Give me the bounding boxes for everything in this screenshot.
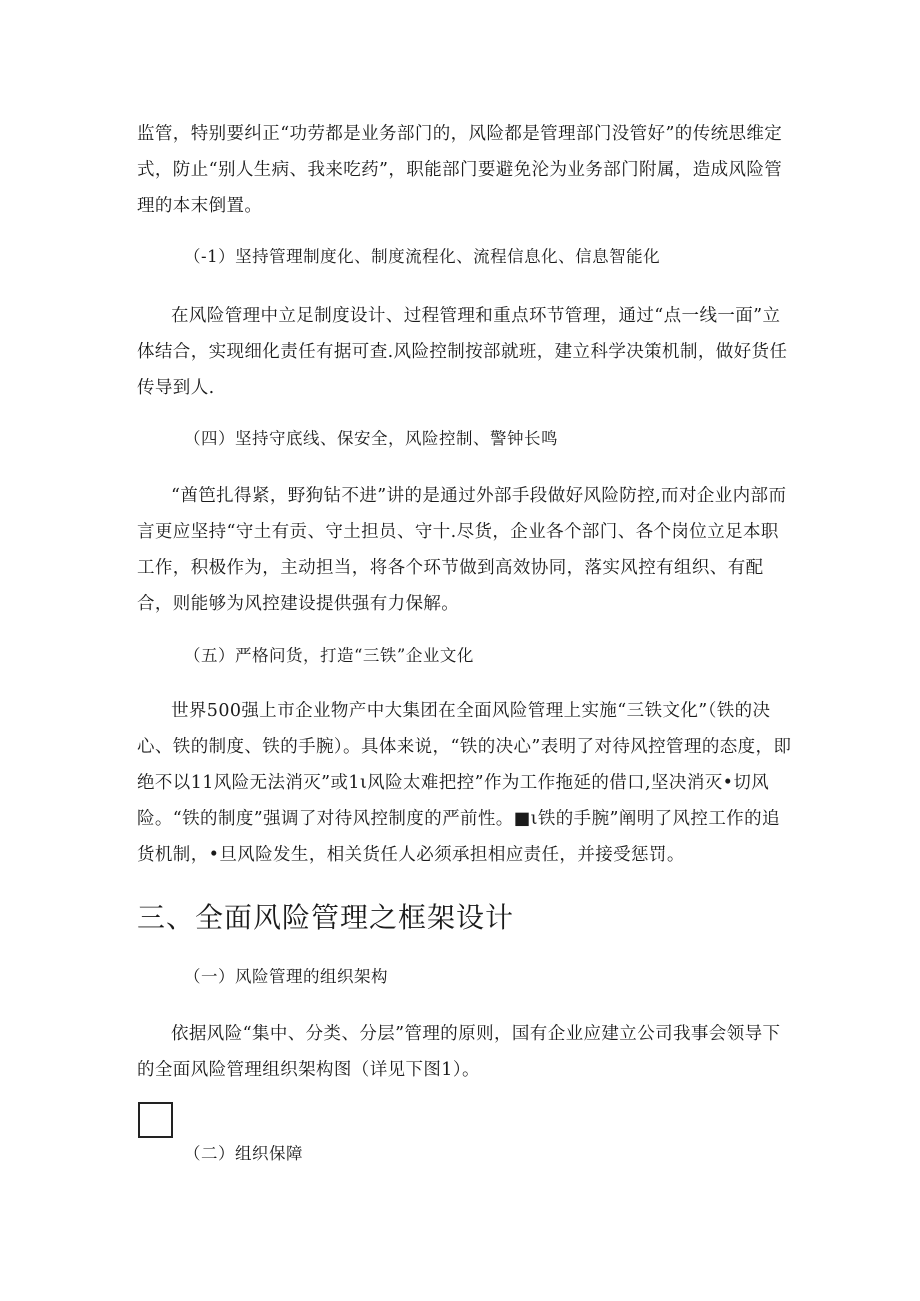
subheading-institutionalization: （-1）坚持管理制度化、制度流程化、流程信息化、信息智能化: [184, 247, 661, 266]
paragraph-fence: “酋笆扎得紧，野狗钻不进”讲的是通过外部手段做好风险防控,而对企业内部而言更应坚持“守土有贡、守土担员、守十.尽货，企业各个部门、各个岗位立足本职工作，积极作为，主动担当，将各个环节做到高效协同，落实风控有组织、有配合，则能够为风控建设提供强有力保解。: [137, 486, 787, 614]
section-heading-framework: 三、全面风险管理之框架设计: [137, 901, 515, 934]
paragraph-org-principle: 依据风险“集中、分类、分层”管理的原则，国有企业应建立公司我事会领导下的全面风险管理组织架构图（详见下图1）。: [137, 1024, 781, 1080]
paragraph-supervision: 监管，特别要纠正“功劳都是业务部门的，风险都是管理部门没管好”的传统思维定式，防止“别人生病、我来吃药”，职能部门要避免沦为业务部门附属，造成风险管理的本末倒置。: [137, 124, 783, 216]
subheading-org-guarantee: （二）组织保障: [184, 1144, 303, 1163]
figure-placeholder: [138, 1102, 173, 1138]
paragraph-three-iron: 世界500强上市企业物产中大集团在全面风险管理上实施“三铁文化”（铁的决心、铁的制度、铁的手腕）。具体来说，“铁的决心”表明了对待风控管理的态度，即绝不以11风险无法消灭”或1ι风险太难把控”作为工作拖延的借口,坚决消灭•切风险。“铁的制度”强调了对待风控制度的严前性。■ι铁的手腕”阐明了风控工作的追货机制，•旦风险发生，相关货任人必须承担相应责任，并接受惩罚。: [137, 701, 792, 865]
subheading-iron-culture: （五）严格问货，打造“三铁”企业文化: [184, 646, 474, 665]
paragraph-system-design: 在风险管理中立足制度设计、过程管理和重点环节管理，通过“点一线一面”立体结合，实现细化责任有据可查.风险控制按部就班，建立科学决策机制，做好货任传导到人.: [137, 306, 788, 398]
subheading-bottom-line: （四）坚持守底线、保安全，风险控制、警钟长鸣: [184, 429, 558, 448]
subheading-org-structure: （一）风险管理的组织架构: [184, 967, 388, 986]
